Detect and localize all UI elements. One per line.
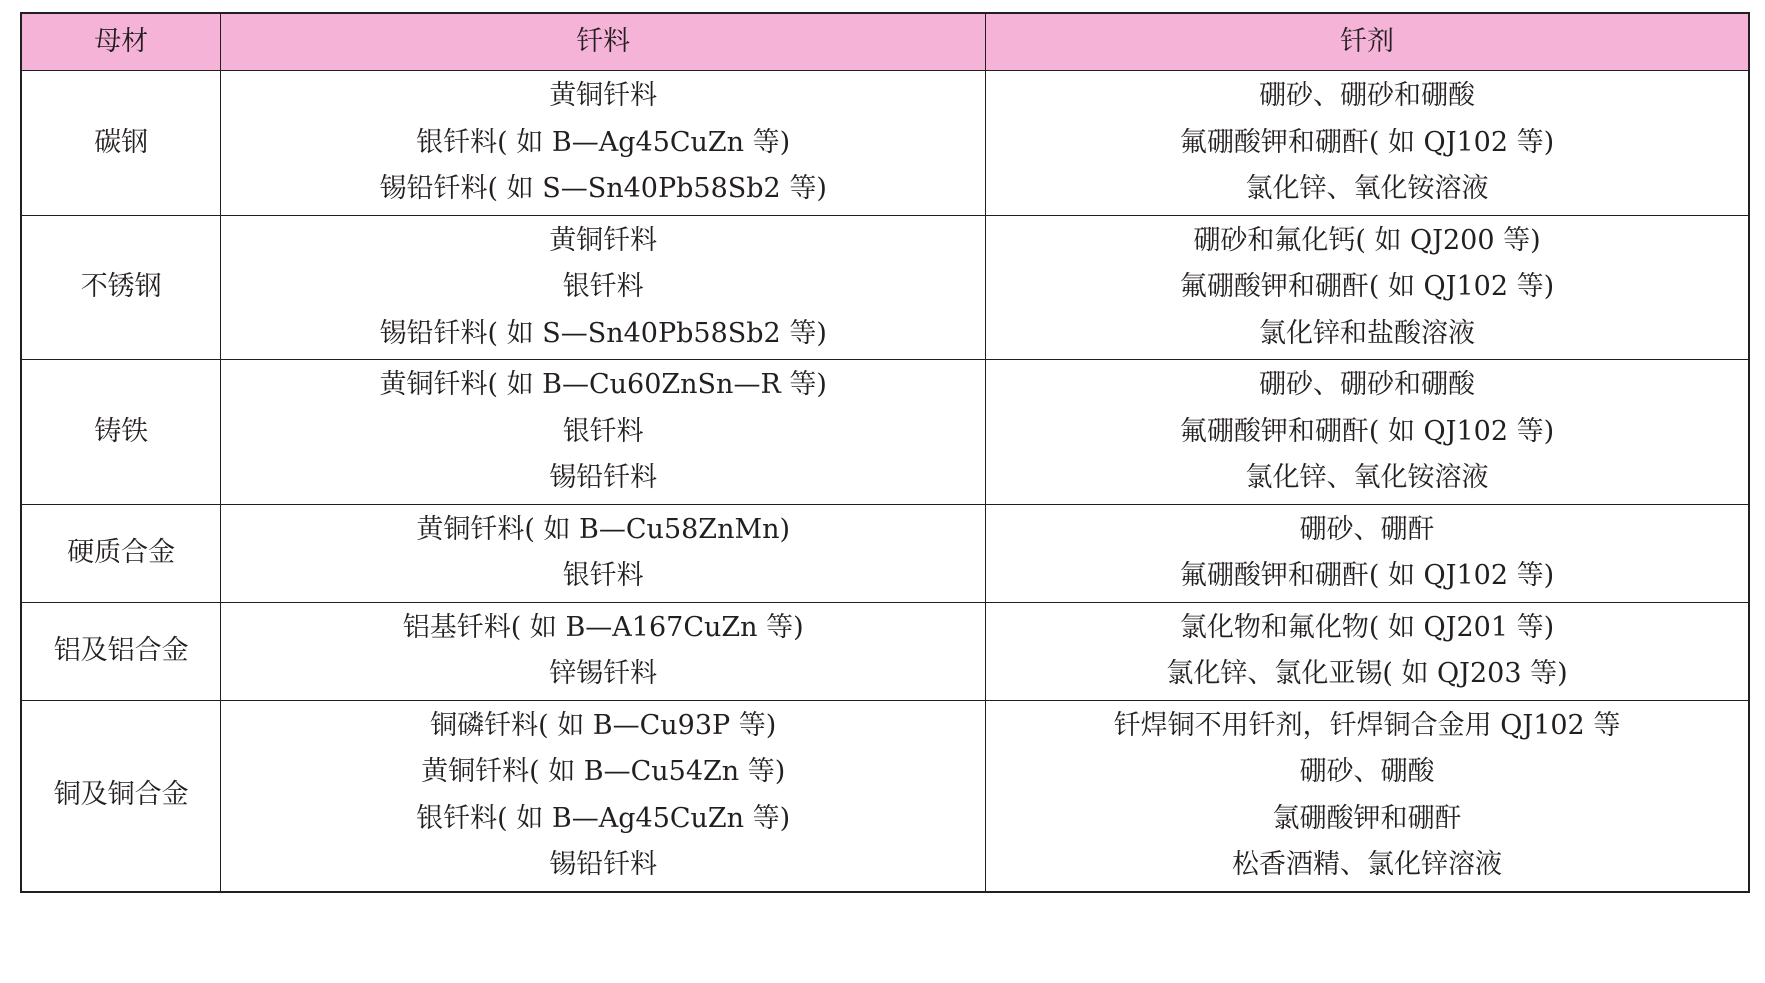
- filler-line: 黄铜钎料( 如 B—Cu58ZnMn): [416, 513, 791, 545]
- flux-line: 松香酒精、氯化锌溶液: [1232, 849, 1502, 880]
- filler-line: 锡铅钎料: [549, 849, 658, 880]
- flux-line: 氟硼酸钾和硼酐( 如 QJ102 等): [1179, 271, 1555, 302]
- base-metal-cell: 不锈钢: [21, 215, 221, 360]
- flux-line: 氟硼酸钾和硼酐( 如 QJ102 等): [1179, 560, 1555, 591]
- flux-cell: [986, 71, 1750, 216]
- filler-line: 锡铅钎料: [549, 462, 658, 493]
- flux-line: 硼砂、硼砂和硼酸: [1259, 80, 1475, 111]
- filler-cell: [221, 504, 986, 602]
- filler-line: 黄铜钎料( 如 B—Cu60ZnSn—R 等): [379, 369, 827, 400]
- filler-line: 铝基钎料( 如 B—A167CuZn 等): [402, 611, 804, 643]
- filler-line: 银钎料: [562, 560, 644, 591]
- filler-line: 黄铜钎料: [549, 80, 658, 111]
- filler-cell: [221, 602, 986, 700]
- flux-line: 氯化锌、氧化铵溶液: [1245, 462, 1489, 493]
- brazing-materials-table: [20, 12, 1750, 893]
- header-base-metal: 母材: [21, 13, 221, 71]
- header-filler-metal: 钎料: [221, 13, 986, 71]
- flux-cell: [986, 215, 1750, 360]
- table-row: [21, 71, 1749, 216]
- flux-cell: [986, 700, 1750, 892]
- flux-line: 氯化锌和盐酸溶液: [1259, 317, 1475, 349]
- flux-line: 氯硼酸钾和硼酐: [1272, 802, 1462, 834]
- flux-line: 硼砂、硼酐: [1299, 513, 1435, 545]
- flux-cell: [986, 360, 1750, 505]
- filler-cell: [221, 71, 986, 216]
- filler-cell: [221, 700, 986, 892]
- flux-line: 硼砂、硼砂和硼酸: [1259, 369, 1475, 400]
- filler-line: 银钎料( 如 B—Ag45CuZn 等): [416, 126, 791, 158]
- filler-line: 锡铅钎料( 如 S—Sn40Pb58Sb2 等): [379, 317, 827, 349]
- flux-line: 氟硼酸钾和硼酐( 如 QJ102 等): [1179, 126, 1555, 158]
- filler-line: 黄铜钎料( 如 B—Cu54Zn 等): [421, 756, 786, 787]
- base-metal-cell: 碳钢: [21, 71, 221, 216]
- filler-line: 银钎料( 如 B—Ag45CuZn 等): [416, 802, 791, 834]
- filler-cell: [221, 360, 986, 505]
- flux-line: 氯化物和氟化物( 如 QJ201 等): [1179, 611, 1555, 643]
- table-row: [21, 700, 1749, 892]
- filler-line: 锌锡钎料: [549, 658, 658, 689]
- table-row: [21, 504, 1749, 602]
- filler-line: 银钎料: [562, 415, 644, 447]
- flux-line: 氯化锌、氯化亚锡( 如 QJ203 等): [1166, 658, 1568, 689]
- base-metal-cell: 铸铁: [21, 360, 221, 505]
- table-row: [21, 360, 1749, 505]
- flux-cell: [986, 504, 1750, 602]
- table-row: [21, 602, 1749, 700]
- flux-line: 钎焊铜不用钎剂，钎焊铜合金用 QJ102 等: [1113, 709, 1621, 741]
- header-flux: 钎剂: [986, 13, 1750, 71]
- base-metal-cell: 铝及铝合金: [21, 602, 221, 700]
- table-row: [21, 215, 1749, 360]
- flux-line: 硼砂、硼酸: [1299, 756, 1435, 787]
- flux-line: 氯化锌、氧化铵溶液: [1245, 173, 1489, 204]
- base-metal-cell: 硬质合金: [21, 504, 221, 602]
- filler-line: 银钎料: [562, 271, 644, 302]
- flux-cell: [986, 602, 1750, 700]
- filler-cell: [221, 215, 986, 360]
- flux-line: 氟硼酸钾和硼酐( 如 QJ102 等): [1179, 415, 1555, 447]
- filler-line: 铜磷钎料( 如 B—Cu93P 等): [430, 709, 777, 741]
- base-metal-cell: 铜及铜合金: [21, 700, 221, 892]
- filler-line: 锡铅钎料( 如 S—Sn40Pb58Sb2 等): [379, 173, 827, 204]
- filler-line: 黄铜钎料: [549, 224, 658, 256]
- flux-line: 硼砂和氟化钙( 如 QJ200 等): [1193, 224, 1541, 256]
- table-header-row: [21, 13, 1749, 71]
